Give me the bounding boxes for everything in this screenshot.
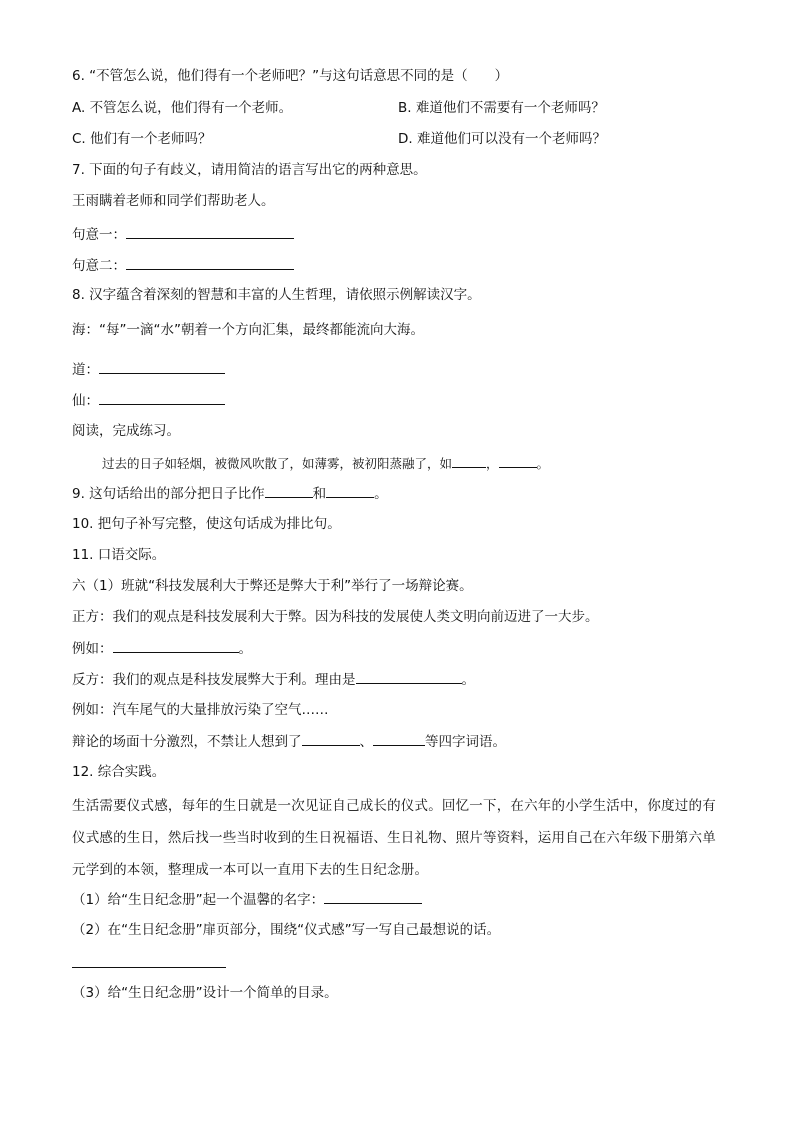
q8-dao-label: 道： bbox=[72, 362, 99, 378]
q7-answer-1 bbox=[72, 224, 294, 245]
q8-dao bbox=[72, 359, 225, 380]
q7-sentence: 王雨瞒着老师和同学们帮助老人。 bbox=[72, 193, 275, 209]
q11-debate-blank-1[interactable] bbox=[302, 731, 360, 746]
q11-debate-blank-2[interactable] bbox=[373, 731, 425, 746]
q6-options-row1 bbox=[72, 98, 732, 118]
q12-sub2-answer bbox=[72, 953, 226, 974]
q11-con-blank[interactable] bbox=[356, 669, 462, 684]
q11-pro: 正方：我们的观点是科技发展利大于弊。因为科技的发展使人类文明向前迈进了一大步。 bbox=[72, 609, 599, 625]
q9-blank-1[interactable] bbox=[265, 483, 313, 498]
q12-sub2-blank[interactable] bbox=[72, 953, 226, 968]
q7-label-2: 句意二： bbox=[72, 258, 126, 274]
q12-sub1-text: （1）给“生日纪念册”起一个温馨的名字： bbox=[72, 892, 325, 908]
reading-passage bbox=[102, 453, 549, 474]
q12-sub1 bbox=[72, 889, 422, 910]
q11-con bbox=[72, 669, 475, 690]
q7-blank-1[interactable] bbox=[126, 224, 294, 239]
q11-debate-text: 辩论的场面十分激烈，不禁让人想到了 bbox=[72, 734, 302, 750]
q8-dao-blank[interactable] bbox=[99, 359, 225, 374]
q8-example: 海：“每”一滴“水”朝着一个方向汇集，最终都能流向大海。 bbox=[72, 322, 424, 338]
q7-blank-2[interactable] bbox=[126, 255, 294, 270]
q11-pro-example bbox=[72, 638, 252, 659]
passage-text: 过去的日子如轻烟，被微风吹散了，如薄雾，被初阳蒸融了，如 bbox=[102, 456, 453, 471]
q9-blank-2[interactable] bbox=[326, 483, 374, 498]
q12-sub3: （3）给“生日纪念册”设计一个简单的目录。 bbox=[72, 985, 338, 1001]
q12-stem: 12. 综合实践。 bbox=[72, 764, 166, 780]
passage-period: 。 bbox=[536, 456, 550, 471]
q9-line bbox=[72, 483, 388, 504]
q7-stem: 7. 下面的句子有歧义，请用简洁的语言写出它的两种意思。 bbox=[72, 162, 427, 178]
q7-answer-2 bbox=[72, 255, 294, 276]
q10-stem: 10. 把句子补写完整，使这句话成为排比句。 bbox=[72, 516, 341, 532]
q11-debate-end: 等四字词语。 bbox=[425, 734, 506, 750]
q9-text: 9. 这句话给出的部分把日子比作 bbox=[72, 486, 265, 502]
q6-option-c[interactable]: C. 他们有一个老师吗？ bbox=[72, 131, 212, 147]
q8-xian bbox=[72, 390, 225, 411]
q11-pro-example-blank[interactable] bbox=[113, 638, 239, 653]
q6-options-row2 bbox=[72, 129, 732, 149]
q11-intro: 六（1）班就“科技发展利大于弊还是弊大于利”举行了一场辩论赛。 bbox=[72, 578, 473, 594]
q11-pro-example-label: 例如： bbox=[72, 641, 113, 657]
q6-option-a[interactable]: A. 不管怎么说，他们得有一个老师。 bbox=[72, 100, 293, 116]
q12-sub1-blank[interactable] bbox=[324, 889, 422, 904]
reading-heading: 阅读，完成练习。 bbox=[72, 423, 180, 439]
q12-sub2: （2）在“生日纪念册”扉页部分，围绕“仪式感”写一写自己最想说的话。 bbox=[72, 922, 501, 938]
q11-stem: 11. 口语交际。 bbox=[72, 547, 166, 563]
q11-con-example: 例如：汽车尾气的大量排放污染了空气…… bbox=[72, 702, 329, 718]
q6-option-d[interactable]: D. 难道他们可以没有一个老师吗？ bbox=[398, 131, 606, 147]
q9-and: 和 bbox=[312, 486, 327, 502]
q11-debate-sep: 、 bbox=[359, 734, 373, 750]
q11-pro-example-period: 。 bbox=[238, 641, 252, 657]
passage-blank-1[interactable] bbox=[452, 453, 486, 468]
q8-xian-blank[interactable] bbox=[99, 390, 225, 405]
q6-stem: 6. “不管怎么说，他们得有一个老师吧？”与这句话意思不同的是（ ） bbox=[72, 68, 509, 84]
q11-debate bbox=[72, 731, 506, 752]
q11-con-text: 反方：我们的观点是科技发展弊大于利。理由是 bbox=[72, 672, 356, 688]
q11-con-period: 。 bbox=[461, 672, 475, 688]
q9-period: 。 bbox=[374, 486, 388, 502]
q7-label-1: 句意一： bbox=[72, 227, 126, 243]
q12-paragraph: 生活需要仪式感，每年的生日就是一次见证自己成长的仪式。回忆一下，在六年的小学生活中，你度过的有仪式感的生日，然后找一些当时收到的生日祝福语、生日礼物、照片等资料，运用自己在六年级下册第六单元学到的本领，整理成一本可以一直用下去的生日纪念册。 bbox=[72, 798, 716, 878]
q6-option-b[interactable]: B. 难道他们不需要有一个老师吗？ bbox=[398, 100, 605, 116]
q8-xian-label: 仙： bbox=[72, 393, 99, 409]
passage-comma: ， bbox=[486, 456, 499, 471]
q8-stem: 8. 汉字蕴含着深刻的智慧和丰富的人生哲理，请依照示例解读汉字。 bbox=[72, 287, 481, 303]
passage-blank-2[interactable] bbox=[499, 453, 537, 468]
